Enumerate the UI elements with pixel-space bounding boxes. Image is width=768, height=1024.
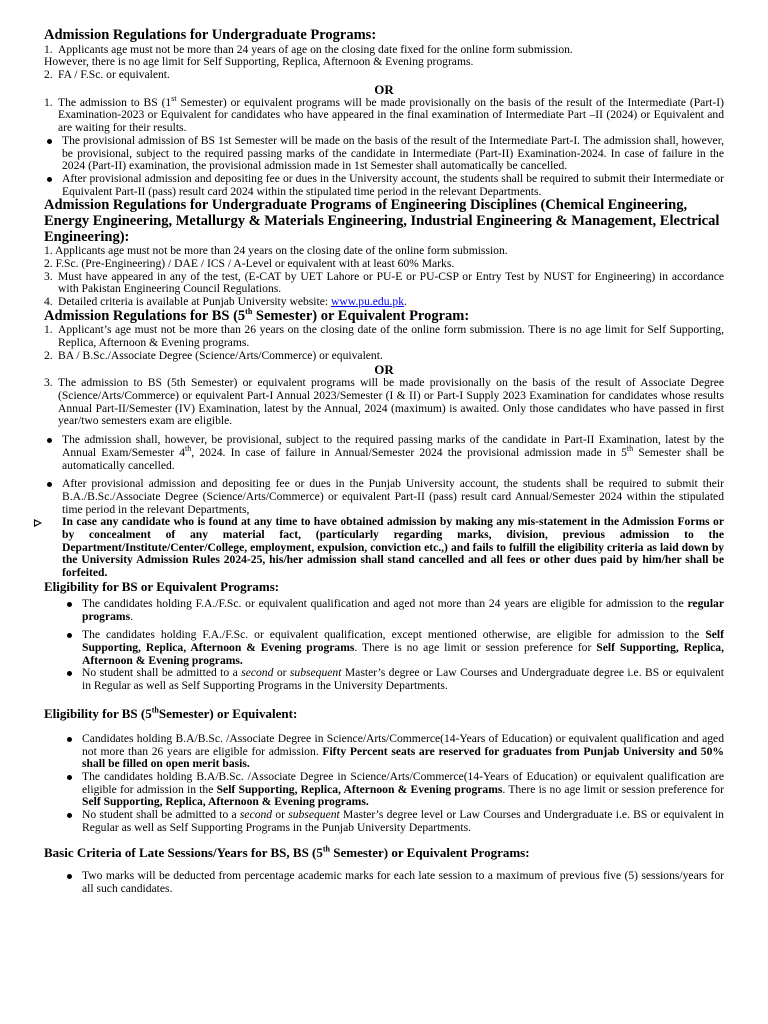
bullet-item: The candidates holding F.A./F.Sc. or equivalent qualification and aged not more than 24 years are eligible for admission to the regular programs. <box>44 598 724 623</box>
arrow-bullet-icon <box>34 519 42 527</box>
paragraph: However, there is no age limit for Self Supporting, Replica, Afternoon & Evening programs. <box>44 55 474 69</box>
bullet-icon <box>47 482 52 487</box>
bullet-item: The provisional admission of BS 1st Semester will be made on the basis of the result of the Intermediate Part-I. The admission shall, however, be provisional, subject to the required passing marks of the candidate in Intermediate (Part-II) Examination-2024. In case of failure in the 2024 (Part-II) examination, the provisional admission made in 1st Semester shall automatically be cancelled. <box>44 135 724 173</box>
bullet-icon <box>67 671 72 676</box>
list-item: 1. Applicants age must not be more than 24 years of age on the closing date fixed for the online form submission. <box>44 42 573 56</box>
bullet-item: Candidates holding B.A/B.Sc. /Associate Degree in Science/Arts/Commerce(14-Years of Education) or equivalent qualification and aged not more than 26 years are eligible for admission. Fifty Percent seats are reserved for graduates from Punjab University and 50% shall be filled on open merit basis. <box>44 733 724 771</box>
bullet-item: Two marks will be deducted from percentage academic marks for each late session to a maximum of previous five (5) sessions/years for all such candidates. <box>44 870 724 895</box>
bullet-item: The candidates holding B.A/B.Sc. /Associate Degree in Science/Arts/Commerce(14-Years of Education) or equivalent qualification are eligible for admission in the Self Supporting, Replica, Afternoon & Evening programs. There is no age limit or session preference for Self Supporting, Replica, Afternoon & Evening programs. <box>44 771 724 809</box>
warning-item: In case any candidate who is found at any time to have obtained admission by making any mis-statement in the Admission Forms or by concealment of any material fact, (particularly regarding marks, division, previous admission to the Department/Institute/Center/College, employment, expulsion, conviction etc.,) and fails to fulfill the eligibility criteria as laid down by the University Admission Rules 2024-25, his/her admission shall stand cancelled and all fees or other dues paid by him/her shall be forfeited. <box>34 516 724 580</box>
section-title: Eligibility for BS or Equivalent Programs: <box>44 578 280 594</box>
list-item: 2. F.Sc. (Pre-Engineering) / DAE / ICS / A-Level or equivalent with at least 60% Marks. <box>44 256 455 270</box>
bullet-icon <box>67 775 72 780</box>
list-item: 3. Must have appeared in any of the test, (E-CAT by UET Lahore or PU-E or PU-CSP or Entry Test by NUST for Engineering) in accordance with Pakistan Engineering Council Regulations. <box>44 269 724 296</box>
bullet-item: No student shall be admitted to a second or subsequent Master’s degree level or Law Courses and Undergraduate i.e. BS or equivalent in Regular as well as Self Supporting Programs in the Punjab University Departments. <box>44 809 724 834</box>
bullet-icon <box>47 139 52 144</box>
section-engineering-admission <box>44 198 724 308</box>
section-title: Basic Criteria of Late Sessions/Years for BS, BS (5th Semester) or Equivalent Programs: <box>44 845 530 861</box>
list-item: 2. FA / F.Sc. or equivalent. <box>44 68 170 81</box>
section-bs-5th-admission <box>44 306 724 580</box>
or-separator: OR <box>374 81 394 97</box>
list-item: 1. Applicants age must not be more than 24 years on the closing date of the online form submission. <box>44 244 508 258</box>
section-undergraduate-admission <box>44 28 724 198</box>
bullet-icon <box>47 177 52 182</box>
bullet-icon <box>67 813 72 818</box>
list-item: 3. The admission to BS (5th Semester) or equivalent programs will be made provisionally on the basis of the result of Associate Degree (Science/Arts/Commerce) or equivalent Part-I Annual 2023/Semester (I & II) or Part-I Supply 2023 Examination for candidates whose results Annual Part-II/Semester (IV) Examination, latest by the Annual, 2024 (maximum) is awaited. Only those candidates who have passed in first year/two semesters exam are eligible. <box>44 376 724 428</box>
bullet-item: No student shall be admitted to a second or subsequent Master’s degree or Law Courses and Undergraduate degree i.e. BS or equivalent in Regular as well as Self Supporting Programs in the University Departments. <box>44 667 724 692</box>
bullet-icon <box>67 874 72 879</box>
list-item: 1. The admission to BS (1st Semester) or equivalent programs will be made provisionally on the basis of the result of the Intermediate (Part-I) Examination-2023 or Equivalent for candidates who have appeared in the final examination of Intermediate Part –II (2024) or Equivalent and are waiting for their results. <box>44 93 724 135</box>
bullet-item: The admission shall, however, be provisional, subject to the required passing marks of the candidate in Part-II Examination, latest by the Annual Exam/Semester 4th, 2024. In case of failure in Annual/Semester 2024 the provisional admission made in 5th Semester shall be automatically cancelled. <box>44 434 724 472</box>
bullet-item: The candidates holding F.A./F.Sc. or equivalent qualification, except mentioned otherwise, are eligible for admission to the Self Supporting, Replica, Afternoon & Evening programs. There is no age limit or session preference for Self Supporting, Replica, Afternoon & Evening programs. <box>44 629 724 667</box>
section-late-sessions <box>44 846 724 895</box>
section-title: Admission Regulations for Undergraduate Programs: <box>44 27 377 43</box>
bullet-item: After provisional admission and depositing fee or dues in the Punjab University account, the students shall be required to submit their B.A./B.Sc./Associate Degree (Science/Arts/Commerce) or equivalent Part-II (pass) result card Annual/Semester 2024 within the stipulated time period in the relevant Departments, <box>44 478 724 516</box>
university-website-link[interactable]: www.pu.edu.pk <box>331 294 405 308</box>
section-eligibility-bs <box>44 580 724 693</box>
section-eligibility-bs-5th <box>44 707 724 835</box>
list-item: 2. BA / B.Sc./Associate Degree (Science/Arts/Commerce) or equivalent. <box>44 348 383 362</box>
list-item: 1. Applicant’s age must not be more than 26 years on the closing date of the online form submission. There is no age limit for Self Supporting, Replica, Afternoon & Evening programs. <box>44 323 724 349</box>
section-title: Admission Regulations for BS (5th Semester) or Equivalent Program: <box>44 306 470 324</box>
bullet-item: After provisional admission and depositing fee or dues in the University account, the students shall be required to submit their Intermediate or Equivalent Part-II (pass) result card 2024 within the stipulated time period in the relevant Departments. <box>44 173 724 198</box>
bullet-icon <box>67 602 72 607</box>
list-item: 4. Detailed criteria is available at Punjab University website: www.pu.edu.pk. <box>44 294 407 308</box>
bullet-icon <box>47 438 52 443</box>
section-title: Eligibility for BS (5thSemester) or Equivalent: <box>44 705 298 721</box>
bullet-icon <box>67 737 72 742</box>
or-separator: OR <box>374 362 394 378</box>
section-title: Admission Regulations for Undergraduate Programs of Engineering Disciplines (Chemical Engineering, Energy Engineering, Metallurgy & Materials Engineering, Industrial Engineering & Management, Electrical Engineering): <box>44 197 720 245</box>
document-page <box>44 28 724 896</box>
bullet-icon <box>67 633 72 638</box>
